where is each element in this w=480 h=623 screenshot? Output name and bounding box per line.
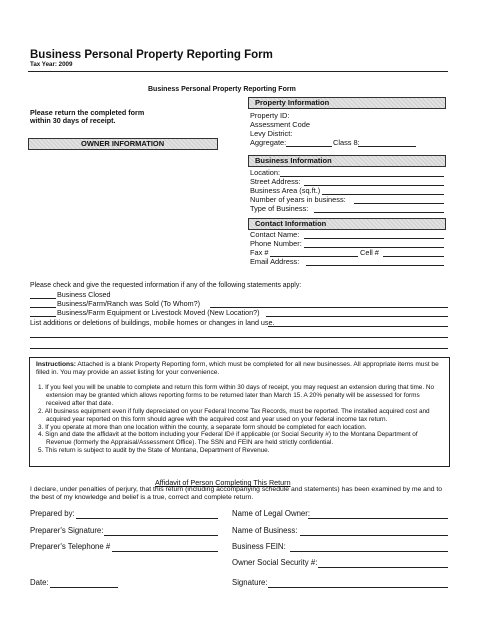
signature-field[interactable] xyxy=(268,587,448,588)
instruction-item: 1. If you feel you will be unable to complete and return this form within 30 days of receipt, you may request an extension during that time. No extension may be granted which allows reporting forms to be returned later than March 15. A 20% penalty will be assessed for forms received after that date. xyxy=(38,384,435,407)
aggregate-field[interactable] xyxy=(286,146,332,147)
owner-information-label: OWNER INFORMATION xyxy=(81,139,165,148)
business-closed-label: Business Closed xyxy=(57,290,111,299)
business-sold-label: Business/Farm/Ranch was Sold (To Whom?) xyxy=(57,299,200,308)
instructions-heading: Instructions: xyxy=(36,361,76,368)
location-field[interactable] xyxy=(280,176,444,177)
assessment-code-label: Assessment Code xyxy=(250,120,310,129)
business-sold-check[interactable] xyxy=(30,307,56,308)
email-address-field[interactable] xyxy=(306,265,444,266)
contact-name-field[interactable] xyxy=(304,238,444,239)
type-of-business-field[interactable] xyxy=(314,212,444,213)
form-subtitle: Business Personal Property Reporting Form xyxy=(148,86,296,93)
fax-label: Fax # xyxy=(250,248,269,257)
instruction-item: 5. This return is subject to audit by the State of Montana, Department of Revenue. xyxy=(38,447,270,455)
business-area-label: Business Area (sq.ft.) xyxy=(250,186,321,195)
instructions-list xyxy=(36,384,443,455)
cell-label: Cell # xyxy=(360,248,379,257)
affidavit-text: I declare, under penalties of perjury, that this return (including accompanying schedule and statements) has been examined by me and to the best of my knowledge and belief is a true, correct and complete return. xyxy=(30,486,443,502)
equipment-moved-check[interactable] xyxy=(30,316,56,317)
contact-information-label: Contact Information xyxy=(255,219,327,228)
date-field[interactable] xyxy=(50,587,118,588)
date-label: Date: xyxy=(30,578,49,587)
phone-number-label: Phone Number: xyxy=(250,239,302,248)
signature-label: Signature: xyxy=(232,578,268,587)
instructions-intro xyxy=(36,361,443,377)
property-id-label: Property ID: xyxy=(250,111,290,120)
instructions-box xyxy=(29,357,450,467)
instruction-item: 4. Sign and date the affidavit at the bottom including your Federal ID# if applicable (or Social Security #) to the Montana Department of Revenue (formerly the Appraisal/Assessment Office). The SSN and FEIN are held strictly confidential. xyxy=(38,431,418,447)
return-note-line-2: within 30 days of receipt. xyxy=(30,116,116,125)
street-address-label: Street Address: xyxy=(250,177,301,186)
business-closed-check[interactable] xyxy=(30,298,56,299)
business-name-label: Name of Business: xyxy=(232,526,298,535)
equipment-moved-field[interactable] xyxy=(266,316,448,317)
preparer-signature-field[interactable] xyxy=(104,535,218,536)
location-label: Location: xyxy=(250,168,280,177)
street-address-field[interactable] xyxy=(304,185,444,186)
statements-intro: Please check and give the requested information if any of the following statements apply: xyxy=(30,282,302,289)
owner-information-header xyxy=(28,138,218,150)
instruction-item: 3. If you operate at more than one location within the county, a separate form should be completed for each location. xyxy=(38,423,367,431)
levy-district-label: Levy District: xyxy=(250,129,293,138)
preparer-signature-label: Preparer's Signature: xyxy=(30,526,104,535)
header-rule xyxy=(28,71,448,72)
owner-ssn-field[interactable] xyxy=(318,567,448,568)
business-information-header xyxy=(248,155,446,167)
class-8-label: Class 8: xyxy=(333,138,360,147)
class-8-field[interactable] xyxy=(358,146,416,147)
prepared-by-field[interactable] xyxy=(76,518,218,519)
prepared-by-label: Prepared by: xyxy=(30,509,75,518)
email-address-label: Email Address: xyxy=(250,257,300,266)
business-fein-field[interactable] xyxy=(290,551,448,552)
type-of-business-label: Type of Business: xyxy=(250,204,309,213)
business-information-label: Business Information xyxy=(255,156,332,165)
instruction-item: 2. All business equipment even if fully depreciated on your Federal Income Tax Records, must be reported. The installed acquired cost and acquired year reported on this form should agree with the acquired cost and year used on your federal income tax return. xyxy=(38,407,430,423)
contact-information-header xyxy=(248,218,446,230)
contact-name-label: Contact Name: xyxy=(250,230,300,239)
additions-field-2[interactable] xyxy=(30,337,448,338)
equipment-moved-label: Business/Farm Equipment or Livestock Moved (New Location?) xyxy=(57,308,260,317)
cell-field[interactable] xyxy=(383,256,444,257)
form-title: Business Personal Property Reporting Form xyxy=(30,49,273,61)
owner-ssn-label: Owner Social Security #: xyxy=(232,558,318,567)
business-fein-label: Business FEIN: xyxy=(232,542,286,551)
additions-label: List additions or deletions of buildings, mobile homes or changes in land use. xyxy=(30,318,275,327)
return-note-line-1: Please return the completed form xyxy=(30,108,145,117)
tax-year: Tax Year: 2009 xyxy=(30,61,73,68)
instructions-intro-text: Attached is a blank Property Reporting form, which must be completed for all new businesses. All appropriate items must be filled in. You may provide an asset listing for your convenience. xyxy=(36,361,439,377)
preparer-telephone-field[interactable] xyxy=(112,551,218,552)
affidavit-title: Affidavit of Person Completing This Return xyxy=(155,478,291,487)
aggregate-label: Aggregate: xyxy=(250,138,287,147)
additions-field-1[interactable] xyxy=(268,326,448,327)
legal-owner-label: Name of Legal Owner: xyxy=(232,509,311,518)
years-in-business-field[interactable] xyxy=(354,203,444,204)
property-information-label: Property Information xyxy=(255,98,330,107)
preparer-telephone-label: Preparer's Telephone # xyxy=(30,542,111,551)
years-in-business-label: Number of years in business: xyxy=(250,195,346,204)
property-information-header xyxy=(248,97,446,109)
legal-owner-field[interactable] xyxy=(308,518,448,519)
additions-field-3[interactable] xyxy=(30,348,448,349)
business-name-field[interactable] xyxy=(300,535,448,536)
